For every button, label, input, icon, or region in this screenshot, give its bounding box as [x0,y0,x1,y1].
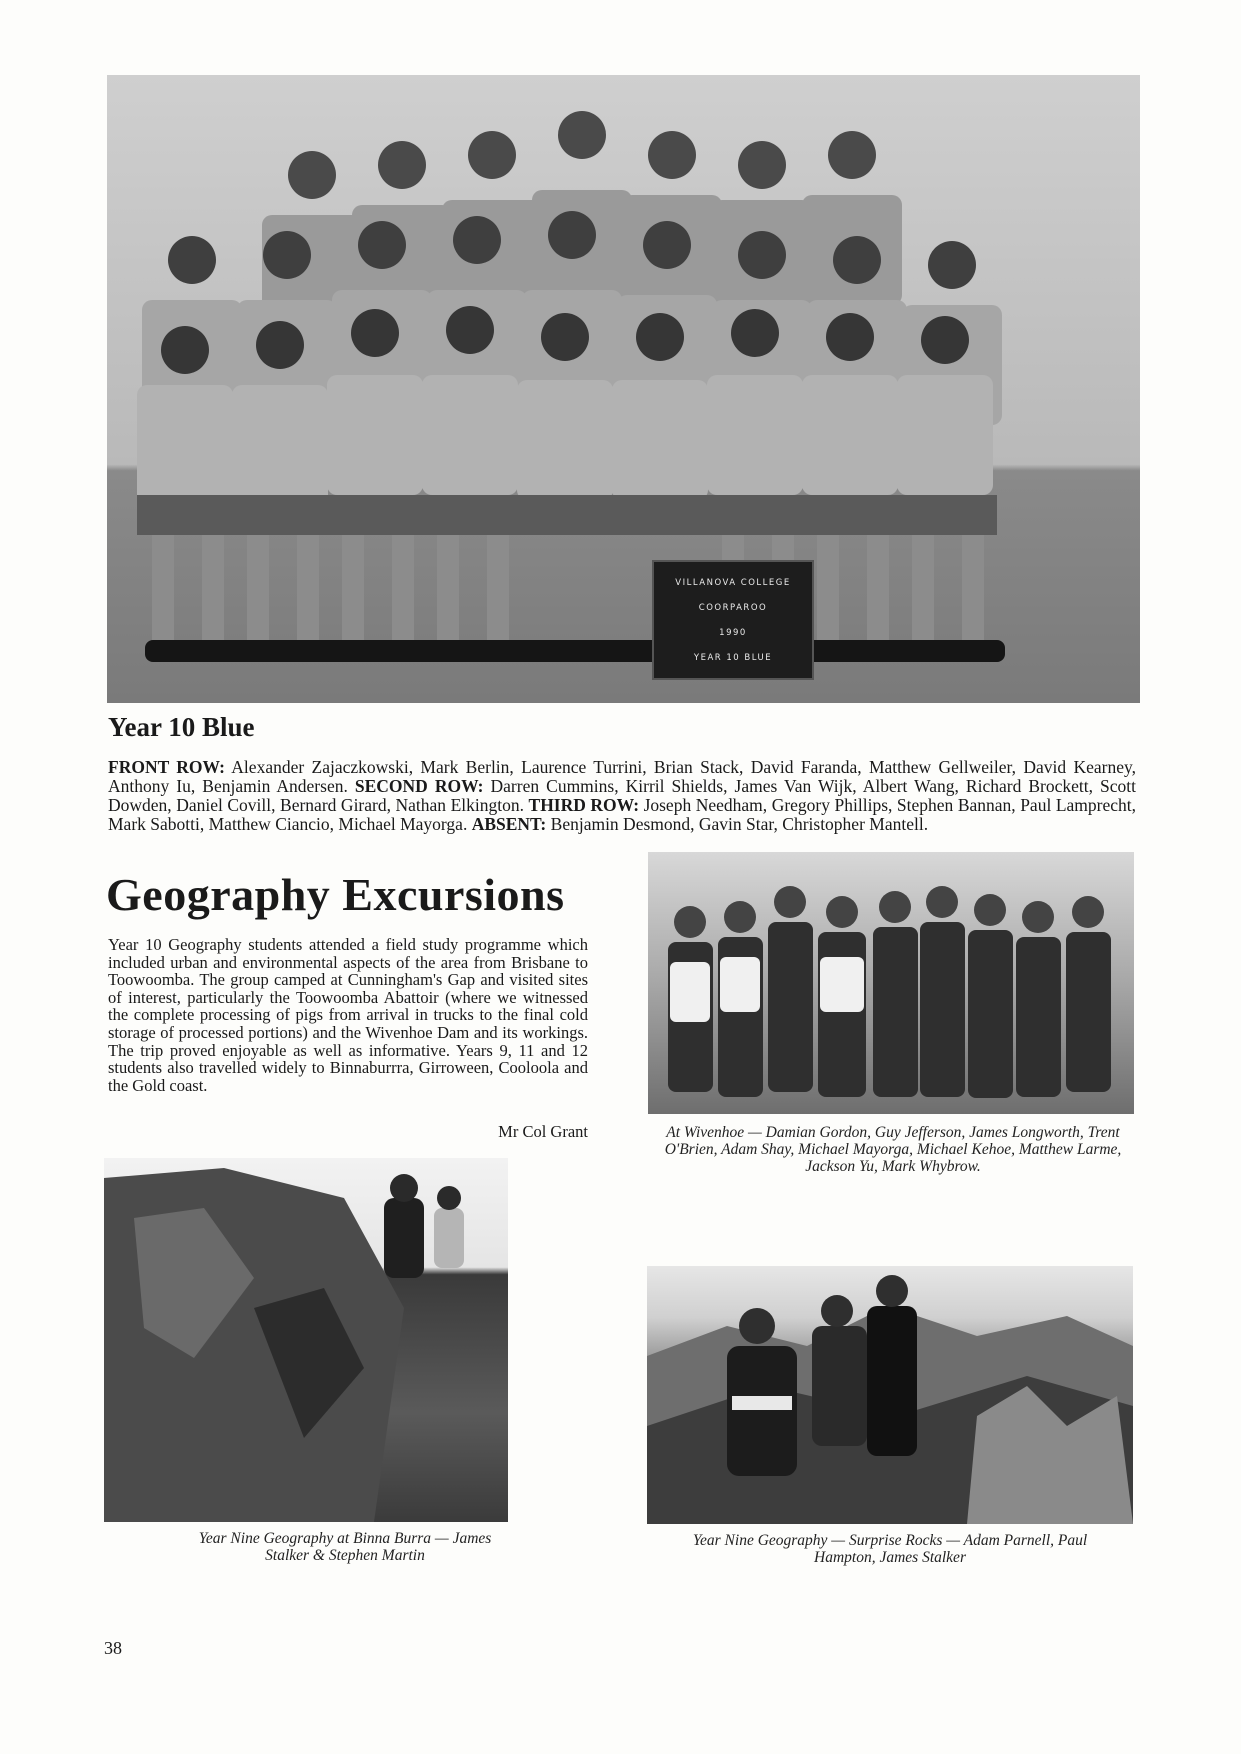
absent-names: Benjamin Desmond, Gavin Star, Christopher Mantell. [550,814,929,834]
sign-line: VILLANOVA COLLEGE [675,577,791,588]
third-row-names: Joseph Needham, Gregory Phillips, Stephen Bannan, Paul Lamprecht, Mark Sabotti, Matthew Ciancio, Michael Mayorga. [108,795,1137,834]
surprise-rocks-photo [647,1266,1133,1524]
class-roll-call [108,758,1136,834]
sign-line: COORPAROO [698,602,768,613]
mountain-scene [647,1266,1133,1524]
sign-line: YEAR 10 BLUE [693,652,773,663]
cliff-scene [104,1158,508,1522]
front-row-label: FRONT ROW: [108,757,225,777]
students-silhouettes [107,75,1140,703]
sign-line: 1990 [719,627,747,638]
front-row-names: Alexander Zajaczkowski, Mark Berlin, Laurence Turrini, Brian Stack, David Faranda, Matthew Gellweiler, David Kearney, Anthony Iu, Benjamin Andersen. [108,757,1136,796]
binna-burra-caption: Year Nine Geography at Binna Burra — James Stalker & Stephen Martin [198,1530,492,1564]
second-row-label: SECOND ROW: [354,776,484,796]
wivenhoe-caption: At Wivenhoe — Damian Gordon, Guy Jefferson, James Longworth, Trent O'Brien, Adam Shay, Michael Mayorga, Michael Kehoe, Matthew Larme, Jackson Yu, Mark Whybrow. [664,1124,1122,1175]
class-sign-board [652,560,814,680]
class-group-photo [107,75,1140,703]
wivenhoe-group-photo [648,852,1134,1114]
geography-title: Geography Excursions [106,869,565,920]
article-author: Mr Col Grant [498,1122,588,1141]
geography-article-body: Year 10 Geography students attended a field study programme which included urban and environmental aspects of the area from Brisbane to Toowoomba. The group camped at Cunningham's Gap and visited sites of interest, particularly the Toowoomba Abattoir (where we witnessed the complete processing of pigs from arrival in trucks to the final cold storage of processed portions) and the Wivenhoe Dam and its workings. The trip proved enjoyable as well as informative. Years 9, 11 and 12 students also travelled widely to Binnaburrra, Girroween, Cooloola and the Gold coast. [108,935,588,1095]
surprise-rocks-caption: Year Nine Geography — Surprise Rocks — Adam Parnell, Paul Hampton, James Stalker [692,1532,1088,1566]
group-silhouettes [648,852,1134,1114]
binna-burra-photo [104,1158,508,1522]
second-row-names: Darren Cummins, Kirril Shields, James Van Wijk, Albert Wang, Richard Brockett, Scott Dowden, Daniel Covill, Bernard Girard, Nathan Elkington. [108,776,1137,815]
third-row-label: THIRD ROW: [528,795,640,815]
absent-label: ABSENT: [471,814,547,834]
page-number: 38 [104,1638,122,1658]
class-title: Year 10 Blue [108,712,255,742]
